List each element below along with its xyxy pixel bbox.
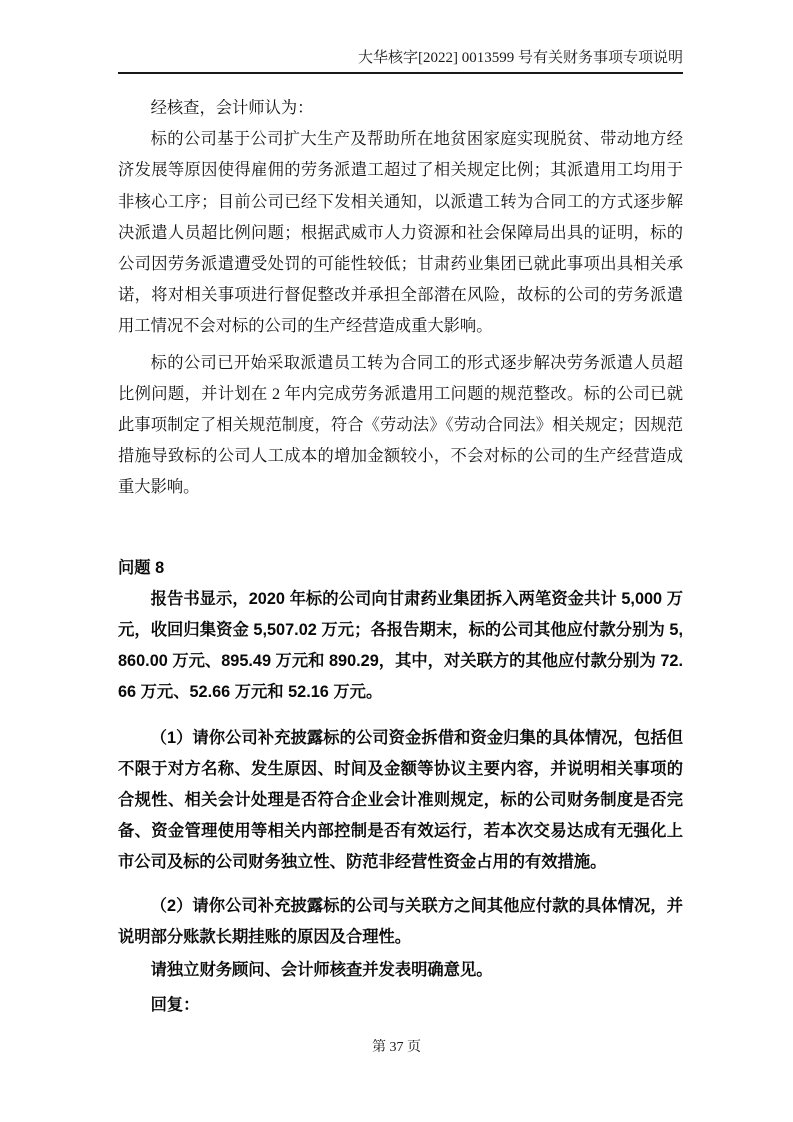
paragraph-reply-label: 回复： [150, 996, 200, 1015]
paragraph-verification-request: 请独立财务顾问、会计师核查并发表明确意见。 [150, 961, 493, 980]
paragraph-question-8-item-1: （1）请你公司补充披露标的公司资金拆借和资金归集的具体情况，包括但不限于对方名称、发生原因、时间及金额等协议主要内容，并说明相关事项的合规性、相关会计处理是否符合企业会计准则规定，标的公司财务制度是否完备、资金管理使用等相关内部控制是否有效运行，若本次交易达成有无强化上市公司及标的公司财务独立性、防范非经营性资金占用的有效措施。 [118, 728, 683, 872]
question-8-heading: 问题 8 [118, 558, 165, 577]
paragraph-question-8-intro: 报告书显示，2020 年标的公司向甘肃药业集团拆入两笔资金共计 5,000 万元，收回归集资金 5,507.02 万元；各报告期末，标的公司其他应付款分别为 5,860.00 万元、895.49 万元和 890.29，其中，对关联方的其他应付款分别为 72.66 万元、52.66 万元和 52.16 万元。 [118, 589, 683, 702]
page-header-title: 大华核字[2022] 0013599 号有关财务事项专项说明 [118, 48, 683, 74]
document-body [118, 92, 683, 1021]
footer-page-number: 第 37 页 [372, 1040, 421, 1055]
paragraph-opinion-rectification: 标的公司已开始采取派遣员工转为合同工的形式逐步解决劳务派遣人员超比例问题，并计划在 2 年内完成劳务派遣用工问题的规范整改。标的公司已就此事项制定了相关规范制度，符合《劳动法》《劳动合同法》相关规定；因规范措施导致标的公司人工成本的增加金额较小，不会对标的公司的生产经营造成重大影响。 [118, 352, 683, 497]
paragraph-audit-opinion-intro: 经核查，会计师认为： [150, 98, 314, 117]
paragraph-opinion-labor-dispatch: 标的公司基于公司扩大生产及帮助所在地贫困家庭实现脱贫、带动地方经济发展等原因使得雇佣的劳务派遣工超过了相关规定比例；其派遣用工均用于非核心工序；目前公司已经下发相关通知，以派遣工转为合同工的方式逐步解决派遣人员超比例问题；根据武威市人力资源和社会保障局出具的证明，标的公司因劳务派遣遭受处罚的可能性较低；甘肃药业集团已就此事项出具相关承诺，将对相关事项进行督促整改并承担全部潜在风险，故标的公司的劳务派遣用工情况不会对标的公司的生产经营造成重大影响。 [118, 129, 683, 336]
paragraph-question-8-item-2: （2）请你公司补充披露标的公司与关联方之间其他应付款的具体情况，并说明部分账款长期挂账的原因及合理性。 [118, 896, 683, 946]
